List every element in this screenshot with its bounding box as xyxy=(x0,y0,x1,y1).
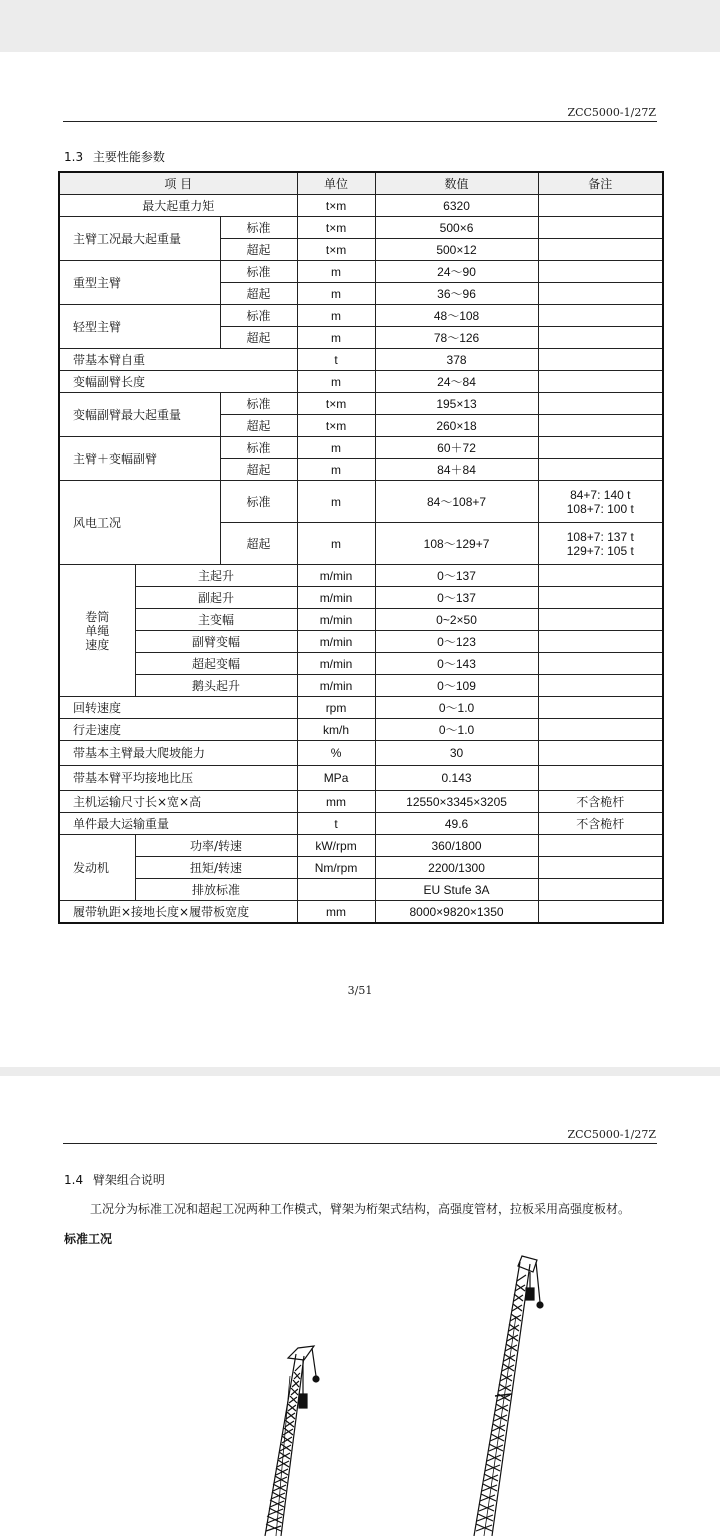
row-remark xyxy=(538,283,663,305)
row-value: 260×18 xyxy=(375,415,538,437)
row-unit: m/min xyxy=(297,631,375,653)
row-value: 360/1800 xyxy=(375,835,538,857)
row-value: 6320 xyxy=(375,195,538,217)
row-value: 0～109 xyxy=(375,675,538,697)
table-row xyxy=(59,813,663,835)
table-row xyxy=(59,305,663,327)
row-unit xyxy=(297,879,375,901)
row-label: 变幅副臂长度 xyxy=(59,371,297,393)
section-title-text: 主要性能参数 xyxy=(92,150,165,164)
table-row xyxy=(59,371,663,393)
table-row xyxy=(59,835,663,857)
row-value: 195×13 xyxy=(375,393,538,415)
row-remark: 不含桅杆 xyxy=(538,813,663,835)
row-label: 回转速度 xyxy=(59,697,297,719)
row-unit: m/min xyxy=(297,609,375,631)
row-label: 主臂＋变幅副臂 xyxy=(59,437,220,481)
table-row xyxy=(59,481,663,523)
row-value: 30 xyxy=(375,741,538,766)
table-row xyxy=(59,195,663,217)
row-value: 378 xyxy=(375,349,538,371)
row-value: 78～126 xyxy=(375,327,538,349)
table-row xyxy=(59,261,663,283)
remark-line: 108+7: 100 t xyxy=(566,501,634,516)
row-value: 84＋84 xyxy=(375,459,538,481)
row-value: 108～129+7 xyxy=(375,523,538,565)
row-unit: t xyxy=(297,813,375,835)
row-remark xyxy=(538,349,663,371)
row-remark xyxy=(538,261,663,283)
row-value: 0～123 xyxy=(375,631,538,653)
table-row xyxy=(59,791,663,813)
drum-item-label: 副起升 xyxy=(135,587,297,609)
row-unit: t×m xyxy=(297,415,375,437)
table-row xyxy=(59,653,663,675)
mode-superlift: 超起 xyxy=(220,239,297,261)
row-unit: mm xyxy=(297,901,375,924)
mode-superlift: 超起 xyxy=(220,523,297,565)
mode-superlift: 超起 xyxy=(220,327,297,349)
row-remark xyxy=(538,305,663,327)
row-unit: m/min xyxy=(297,675,375,697)
row-unit: km/h xyxy=(297,719,375,741)
row-unit: % xyxy=(297,741,375,766)
row-unit: m/min xyxy=(297,565,375,587)
table-row xyxy=(59,565,663,587)
document-page-2 xyxy=(0,1076,720,1536)
row-remark xyxy=(538,697,663,719)
row-value: 0～1.0 xyxy=(375,697,538,719)
row-unit: m xyxy=(297,481,375,523)
row-value: 12550×3345×3205 xyxy=(375,791,538,813)
row-unit: t×m xyxy=(297,217,375,239)
drum-label-line: 卷筒 xyxy=(85,609,110,624)
table-row xyxy=(59,675,663,697)
row-value: 500×6 xyxy=(375,217,538,239)
section-title-text: 臂架组合说明 xyxy=(92,1173,165,1187)
engine-label: 发动机 xyxy=(59,835,135,901)
row-remark xyxy=(538,587,663,609)
subheading: 标准工况 xyxy=(64,1232,113,1246)
row-value: 2200/1300 xyxy=(375,857,538,879)
row-remark xyxy=(538,523,663,565)
row-remark xyxy=(538,631,663,653)
header-item: 项 目 xyxy=(59,172,297,195)
row-unit: t×m xyxy=(297,393,375,415)
row-unit: m xyxy=(297,437,375,459)
row-remark xyxy=(538,239,663,261)
table-row xyxy=(59,879,663,901)
row-remark: 不含桅杆 xyxy=(538,791,663,813)
table-row xyxy=(59,217,663,239)
row-remark xyxy=(538,565,663,587)
crane-diagram xyxy=(0,1076,720,1536)
table-row xyxy=(59,437,663,459)
intro-paragraph: 工况分为标准工况和超起工况两种工作模式，臂架为桁架式结构，高强度管材，拉板采用高强度板材。 xyxy=(90,1202,631,1216)
row-value: 0～137 xyxy=(375,565,538,587)
row-value: 0～1.0 xyxy=(375,719,538,741)
row-unit: m xyxy=(297,327,375,349)
row-remark xyxy=(538,879,663,901)
row-value: 49.6 xyxy=(375,813,538,835)
row-remark xyxy=(538,675,663,697)
row-unit: m xyxy=(297,371,375,393)
drum-label-line: 单绳 xyxy=(85,623,110,638)
row-remark xyxy=(538,459,663,481)
row-label: 重型主臂 xyxy=(59,261,220,305)
row-unit: m xyxy=(297,459,375,481)
row-remark xyxy=(538,371,663,393)
row-unit: m xyxy=(297,305,375,327)
row-remark xyxy=(538,901,663,924)
page-header-code: ZCC5000-1/27Z xyxy=(567,106,656,119)
header-remark: 备注 xyxy=(538,172,663,195)
mode-standard: 标准 xyxy=(220,217,297,239)
row-value: 36～96 xyxy=(375,283,538,305)
row-value: 84～108+7 xyxy=(375,481,538,523)
row-label: 风电工况 xyxy=(59,481,220,565)
row-unit: rpm xyxy=(297,697,375,719)
row-value: 0.143 xyxy=(375,766,538,791)
row-unit: t xyxy=(297,349,375,371)
row-remark xyxy=(538,741,663,766)
table-row xyxy=(59,741,663,766)
row-remark xyxy=(538,437,663,459)
table-row xyxy=(59,901,663,924)
row-label: 变幅副臂最大起重量 xyxy=(59,393,220,437)
row-value: 0～137 xyxy=(375,587,538,609)
page-header-code: ZCC5000-1/27Z xyxy=(567,1128,656,1141)
row-value: 60＋72 xyxy=(375,437,538,459)
row-remark xyxy=(538,195,663,217)
table-row xyxy=(59,393,663,415)
row-label: 轻型主臂 xyxy=(59,305,220,349)
section-number: 1.4 xyxy=(64,1173,84,1187)
row-unit: t×m xyxy=(297,195,375,217)
row-remark xyxy=(538,415,663,437)
header-rule xyxy=(63,121,657,122)
row-unit: m/min xyxy=(297,587,375,609)
row-unit: MPa xyxy=(297,766,375,791)
row-unit: m xyxy=(297,261,375,283)
row-value: 48～108 xyxy=(375,305,538,327)
mode-superlift: 超起 xyxy=(220,459,297,481)
row-unit: Nm/rpm xyxy=(297,857,375,879)
row-unit: t×m xyxy=(297,239,375,261)
row-label: 带基本主臂最大爬坡能力 xyxy=(59,741,297,766)
mode-standard: 标准 xyxy=(220,437,297,459)
mode-superlift: 超起 xyxy=(220,415,297,437)
row-label: 带基本臂平均接地比压 xyxy=(59,766,297,791)
drum-speed-label xyxy=(59,565,135,697)
row-remark xyxy=(538,719,663,741)
header-value: 数值 xyxy=(375,172,538,195)
row-value: 24～84 xyxy=(375,371,538,393)
table-row xyxy=(59,857,663,879)
row-remark xyxy=(538,835,663,857)
mode-standard: 标准 xyxy=(220,305,297,327)
row-value: EU Stufe 3A xyxy=(375,879,538,901)
row-label: 最大起重力矩 xyxy=(59,195,297,217)
row-unit: m/min xyxy=(297,653,375,675)
remark-line: 84+7: 140 t xyxy=(570,487,631,502)
remark-line: 129+7: 105 t xyxy=(566,543,634,558)
row-label: 单件最大运输重量 xyxy=(59,813,297,835)
mode-superlift: 超起 xyxy=(220,283,297,305)
drum-item-label: 主起升 xyxy=(135,565,297,587)
drum-item-label: 副臂变幅 xyxy=(135,631,297,653)
engine-item-label: 扭矩/转速 xyxy=(135,857,297,879)
row-remark xyxy=(538,393,663,415)
table-header-row xyxy=(59,172,663,195)
document-page-1 xyxy=(0,52,720,1067)
drum-item-label: 鹅头起升 xyxy=(135,675,297,697)
table-row xyxy=(59,766,663,791)
table-row xyxy=(59,631,663,653)
row-label: 行走速度 xyxy=(59,719,297,741)
performance-table xyxy=(58,171,664,924)
table-row xyxy=(59,349,663,371)
row-remark xyxy=(538,766,663,791)
page-number: 3/51 xyxy=(347,984,373,997)
header-unit: 单位 xyxy=(297,172,375,195)
table-row xyxy=(59,587,663,609)
drum-label-line: 速度 xyxy=(85,637,110,652)
drum-item-label: 超起变幅 xyxy=(135,653,297,675)
row-label: 带基本臂自重 xyxy=(59,349,297,371)
row-label: 主机运输尺寸长×宽×高 xyxy=(59,791,297,813)
row-label: 履带轨距×接地长度×履带板宽度 xyxy=(59,901,297,924)
row-unit: m xyxy=(297,523,375,565)
table-row xyxy=(59,609,663,631)
row-remark xyxy=(538,857,663,879)
row-value: 8000×9820×1350 xyxy=(375,901,538,924)
row-value: 0～143 xyxy=(375,653,538,675)
mode-standard: 标准 xyxy=(220,261,297,283)
row-unit: kW/rpm xyxy=(297,835,375,857)
row-value: 500×12 xyxy=(375,239,538,261)
row-value: 0~2×50 xyxy=(375,609,538,631)
row-unit: mm xyxy=(297,791,375,813)
row-remark xyxy=(538,217,663,239)
remark-line: 108+7: 137 t xyxy=(566,529,634,544)
row-remark xyxy=(538,653,663,675)
engine-item-label: 排放标准 xyxy=(135,879,297,901)
crane-left-illustration xyxy=(265,1346,319,1536)
drum-item-label: 主变幅 xyxy=(135,609,297,631)
table-row xyxy=(59,697,663,719)
section-number: 1.3 xyxy=(64,150,84,164)
section-title xyxy=(64,148,165,165)
engine-item-label: 功率/转速 xyxy=(135,835,297,857)
table-row xyxy=(59,719,663,741)
row-remark xyxy=(538,609,663,631)
row-unit: m xyxy=(297,283,375,305)
row-value: 24～90 xyxy=(375,261,538,283)
row-remark xyxy=(538,481,663,523)
mode-standard: 标准 xyxy=(220,481,297,523)
row-label: 主臂工况最大起重量 xyxy=(59,217,220,261)
mode-standard: 标准 xyxy=(220,393,297,415)
row-remark xyxy=(538,327,663,349)
crane-right-illustration xyxy=(474,1256,543,1536)
